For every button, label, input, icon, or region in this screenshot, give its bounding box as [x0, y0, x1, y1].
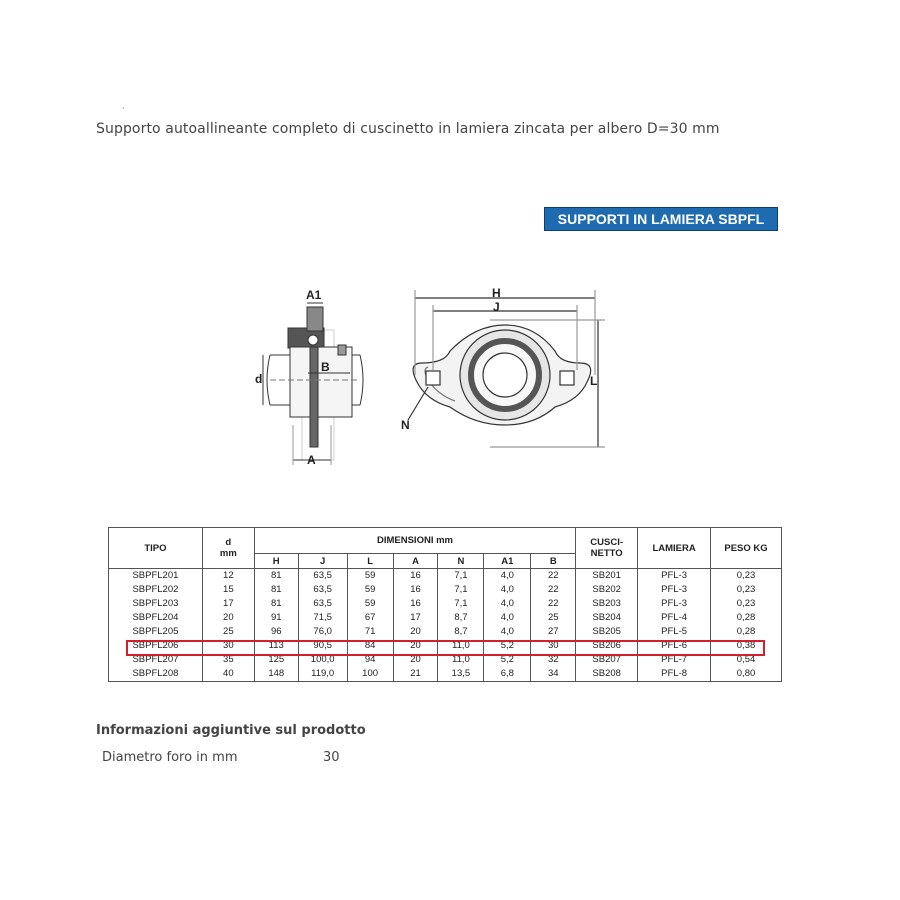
table-row	[109, 583, 782, 597]
header-d	[202, 528, 254, 569]
table-cell: 20	[393, 639, 438, 653]
table-cell: PFL-3	[638, 569, 711, 584]
header-peso: PESO KG	[711, 528, 782, 569]
header-lamiera: LAMIERA	[638, 528, 711, 569]
table-cell: 4,0	[484, 583, 531, 597]
table-cell: SBPFL206	[109, 639, 203, 653]
table-cell: 59	[347, 569, 393, 584]
table-cell: SBPFL207	[109, 653, 203, 667]
table-cell: 81	[254, 569, 298, 584]
highlight-row-frame	[126, 640, 765, 656]
table-cell: 4,0	[484, 597, 531, 611]
table-cell: 8,7	[438, 611, 484, 625]
table-cell: 40	[202, 667, 254, 682]
table-cell: 16	[393, 597, 438, 611]
table-cell: 25	[531, 611, 576, 625]
table-cell: 0,28	[711, 611, 782, 625]
table-cell: 91	[254, 611, 298, 625]
table-cell: 0,80	[711, 667, 782, 682]
table-cell: 4,0	[484, 625, 531, 639]
table-cell: 20	[202, 611, 254, 625]
table-row	[109, 597, 782, 611]
header-dim-a: A	[393, 554, 438, 569]
table-cell: 0,38	[711, 639, 782, 653]
header-cuscinetto	[576, 528, 638, 569]
label-l: L	[590, 374, 598, 388]
table-cell: 16	[393, 583, 438, 597]
table-cell: 30	[202, 639, 254, 653]
table-row	[109, 611, 782, 625]
table-cell: PFL-3	[638, 597, 711, 611]
table-cell: PFL-7	[638, 653, 711, 667]
table-cell: 20	[393, 625, 438, 639]
table-cell: 119,0	[298, 667, 347, 682]
header-dimensioni: DIMENSIONI mm	[254, 528, 575, 554]
label-a: A	[307, 453, 316, 467]
table-cell: 81	[254, 597, 298, 611]
table-cell: 0,54	[711, 653, 782, 667]
table-cell: PFL-8	[638, 667, 711, 682]
side-view	[263, 303, 363, 465]
label-d: d	[255, 372, 263, 386]
table-cell: 22	[531, 583, 576, 597]
table-cell: 7,1	[438, 569, 484, 584]
table-cell: 81	[254, 583, 298, 597]
table-cell: 63,5	[298, 583, 347, 597]
table-row	[109, 625, 782, 639]
table-cell: 6,8	[484, 667, 531, 682]
table-cell: 13,5	[438, 667, 484, 682]
table-cell: SBPFL201	[109, 569, 203, 584]
table-cell: 35	[202, 653, 254, 667]
table-cell: 30	[531, 639, 576, 653]
table-cell: 59	[347, 583, 393, 597]
table-cell: 71	[347, 625, 393, 639]
table-cell: SB206	[576, 639, 638, 653]
table-cell: 148	[254, 667, 298, 682]
table-cell: 17	[393, 611, 438, 625]
table-cell: 71,5	[298, 611, 347, 625]
header-dim-j: J	[298, 554, 347, 569]
table-cell: 59	[347, 597, 393, 611]
label-n: N	[401, 418, 410, 432]
table-cell: 15	[202, 583, 254, 597]
table-cell: 7,1	[438, 583, 484, 597]
table-cell: SBPFL205	[109, 625, 203, 639]
label-a1: A1	[306, 288, 322, 302]
table-cell: 17	[202, 597, 254, 611]
table-cell: PFL-4	[638, 611, 711, 625]
header-d-label: d	[225, 537, 232, 548]
table-cell: 27	[531, 625, 576, 639]
bore-diameter-label: Diametro foro in mm	[102, 750, 238, 765]
table-cell: 96	[254, 625, 298, 639]
table-cell: 67	[347, 611, 393, 625]
table-cell: 7,1	[438, 597, 484, 611]
table-cell: PFL-5	[638, 625, 711, 639]
table-cell: 8,7	[438, 625, 484, 639]
header-cuscinetto-line2: NETTO	[590, 548, 623, 559]
table-cell: 125	[254, 653, 298, 667]
table-cell: 12	[202, 569, 254, 584]
table-cell: PFL-3	[638, 583, 711, 597]
table-cell: 34	[531, 667, 576, 682]
table-cell: 76,0	[298, 625, 347, 639]
table-cell: 0,23	[711, 583, 782, 597]
table-cell: 100,0	[298, 653, 347, 667]
product-series-banner: SUPPORTI IN LAMIERA SBPFL	[544, 207, 778, 231]
table-cell: 0,23	[711, 597, 782, 611]
table-cell: SB202	[576, 583, 638, 597]
table-cell: 25	[202, 625, 254, 639]
table-cell: 16	[393, 569, 438, 584]
table-cell: 11,0	[438, 639, 484, 653]
header-dim-h: H	[254, 554, 298, 569]
table-cell: 22	[531, 597, 576, 611]
stray-dot: ·	[122, 104, 125, 113]
table-cell: SB203	[576, 597, 638, 611]
table-cell: SB201	[576, 569, 638, 584]
bore-diameter-value: 30	[323, 750, 340, 765]
table-cell: 63,5	[298, 597, 347, 611]
header-dim-n: N	[438, 554, 484, 569]
additional-info-title: Informazioni aggiuntive sul prodotto	[96, 723, 366, 738]
table-cell: 90,5	[298, 639, 347, 653]
specifications-table	[108, 527, 782, 682]
table-cell: 5,2	[484, 639, 531, 653]
table-cell: SB204	[576, 611, 638, 625]
table-cell: SBPFL208	[109, 667, 203, 682]
table-cell: 100	[347, 667, 393, 682]
table-cell: 94	[347, 653, 393, 667]
table-cell: 4,0	[484, 611, 531, 625]
table-row	[109, 569, 782, 584]
technical-drawing	[250, 285, 610, 470]
product-description: Supporto autoallineante completo di cuscinetto in lamiera zincata per albero D=30 mm	[96, 121, 720, 137]
label-b: B	[321, 360, 330, 374]
header-tipo: TIPO	[109, 528, 203, 569]
table-cell: 20	[393, 653, 438, 667]
table-cell: PFL-6	[638, 639, 711, 653]
table-cell: SB205	[576, 625, 638, 639]
header-dim-b: B	[531, 554, 576, 569]
table-cell: 84	[347, 639, 393, 653]
table-cell: 22	[531, 569, 576, 584]
table-cell: SBPFL202	[109, 583, 203, 597]
front-view	[408, 290, 605, 447]
table-cell: 0,28	[711, 625, 782, 639]
table-cell: SB207	[576, 653, 638, 667]
table-cell: SBPFL204	[109, 611, 203, 625]
header-cuscinetto-line1: CUSCI-	[590, 537, 624, 548]
label-h: H	[492, 286, 501, 300]
table-cell: SBPFL203	[109, 597, 203, 611]
table-cell: 4,0	[484, 569, 531, 584]
table-cell: 5,2	[484, 653, 531, 667]
table-cell: SB208	[576, 667, 638, 682]
label-j: J	[493, 300, 500, 314]
table-row	[109, 667, 782, 682]
table-cell: 21	[393, 667, 438, 682]
table-cell: 0,23	[711, 569, 782, 584]
header-d-unit: mm	[219, 548, 237, 559]
header-dim-l: L	[347, 554, 393, 569]
header-dim-a1: A1	[484, 554, 531, 569]
table-cell: 63,5	[298, 569, 347, 584]
table-cell: 11,0	[438, 653, 484, 667]
specifications-body	[109, 569, 782, 682]
table-cell: 113	[254, 639, 298, 653]
table-cell: 32	[531, 653, 576, 667]
